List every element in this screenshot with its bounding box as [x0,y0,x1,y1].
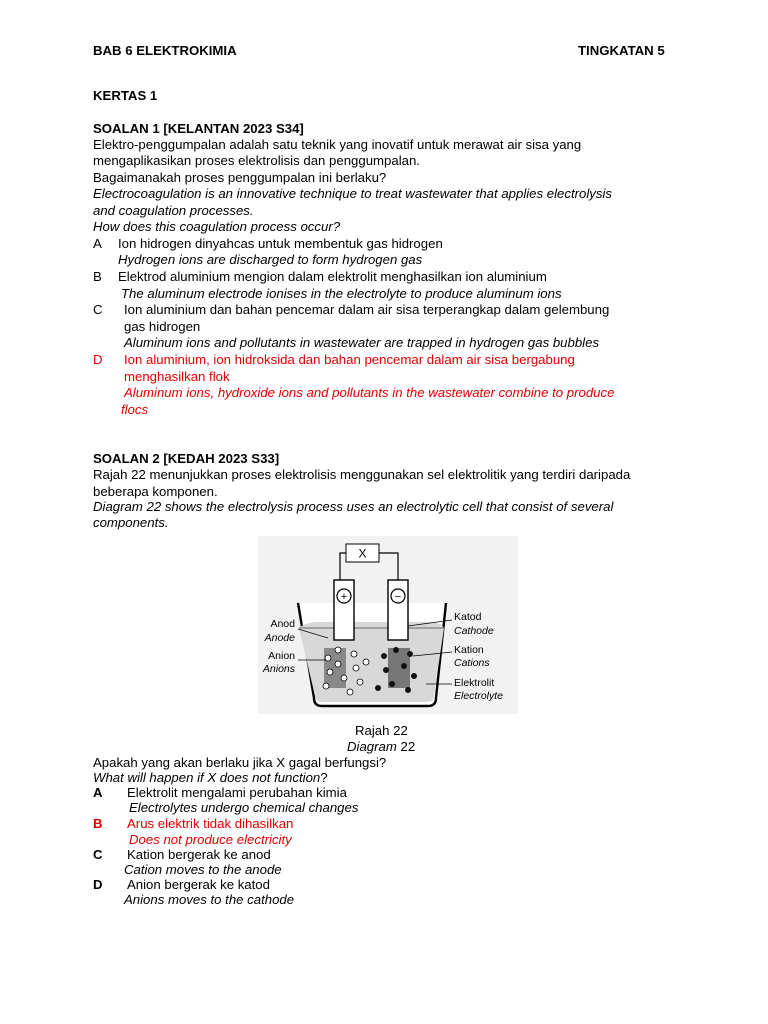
q2-heading: SOALAN 2 [KEDAH 2023 S33] [93,451,280,466]
q1-stem-en-line2: and coagulation processes. [93,203,254,218]
cathode-label-ms: Katod [454,611,482,623]
q1-heading: SOALAN 1 [KELANTAN 2023 S34] [93,121,304,136]
q1-option-a-ms: Ion hidrogen dinyahcas untuk membentuk gas hidrogen [118,236,443,251]
q2-question-en [93,770,328,786]
cation-label-en: Cations [454,657,490,669]
q1-question-en: How does this coagulation process occur? [93,219,341,234]
q1-option-a-letter: A [93,236,102,251]
q1-option-a-en: Hydrogen ions are discharged to form hydrogen gas [118,252,423,267]
q1-option-d-ms-line1: Ion aluminium, ion hidroksida dan bahan pencemar dalam air sisa bergabung [124,352,575,367]
q1-stem-ms-line2: mengaplikasikan proses elektrolisis dan penggumpalan. [93,153,420,168]
anion-label-ms: Anion [268,650,295,662]
q1-option-d-en-line1: Aluminum ions, hydroxide ions and pollutants in the wastewater combine to produce [124,385,615,400]
cation-label-ms: Kation [454,644,484,656]
q2-stem-ms-line2: beberapa komponen. [93,484,218,499]
q2-option-b-letter: B [93,816,103,831]
q1-option-c-ms-line1: Ion aluminium dan bahan pencemar dalam air sisa terperangkap dalam gelembung [124,302,610,317]
q1-question-ms: Bagaimanakah proses penggumpalan ini berlaku? [93,170,387,185]
electrolytic-cell-diagram [258,536,518,714]
electrolyte-liquid [299,622,444,702]
chapter-title: BAB 6 ELEKTROKIMIA [93,43,237,58]
diagram-caption-en-word: Diagram [347,739,397,754]
minus-sign: − [394,591,402,603]
q1-option-b-letter: B [93,269,102,284]
q1-option-c-letter: C [93,302,103,317]
diagram-caption-en-number: 22 [396,739,416,754]
q2-option-d-ms: Anion bergerak ke katod [127,877,270,892]
q1-option-d-en-line2: flocs [121,402,149,417]
diagram-caption-ms: Rajah 22 [355,723,408,738]
q1-option-b-ms: Elektrod aluminium mengion dalam elektrolit menghasilkan ion aluminium [118,269,547,284]
q1-option-c-en: Aluminum ions and pollutants in wastewater are trapped in hydrogen gas bubbles [124,335,600,350]
q2-option-d-letter: D [93,877,103,892]
q1-option-d-ms-line2: menghasilkan flok [124,369,230,384]
form-level: TINGKATAN 5 [578,43,665,58]
anode-label-en: Anode [264,632,295,644]
q2-question-ms: Apakah yang akan berlaku jika X gagal berfungsi? [93,755,387,770]
q2-question-en-mark: ? [320,770,328,785]
q2-option-a-ms: Elektrolit mengalami perubahan kimia [127,785,347,800]
cathode-label-en: Cathode [454,625,494,637]
q2-option-a-letter: A [93,785,103,800]
plus-sign: + [340,591,348,603]
q2-stem-en-line1: Diagram 22 shows the electrolysis process uses an electrolytic cell that consist of several [93,499,614,514]
q1-stem-en-line1: Electrocoagulation is an innovative technique to treat wastewater that applies electrolysis [93,186,613,201]
q2-option-a-en: Electrolytes undergo chemical changes [129,800,359,815]
q2-option-c-ms: Kation bergerak ke anod [127,847,271,862]
q2-stem-ms-line1: Rajah 22 menunjukkan proses elektrolisis menggunakan sel elektrolitik yang terdiri daripada [93,467,631,482]
paper-title: KERTAS 1 [93,88,158,103]
q2-option-c-en: Cation moves to the anode [124,862,282,877]
electrolyte-label-ms: Elektrolit [454,677,495,689]
q1-option-d-letter: D [93,352,103,367]
electrolyte-label-en: Electrolyte [454,690,504,702]
diagram-caption-en [347,739,415,755]
q2-option-b-ms: Arus elektrik tidak dihasilkan [127,816,294,831]
q2-stem-en-line2: components. [93,515,169,530]
q2-option-c-letter: C [93,847,103,862]
q1-option-c-ms-line2: gas hidrogen [124,319,201,334]
anode-submerged [324,648,346,688]
q2-option-b-en: Does not produce electricity [129,832,292,847]
component-x-label: X [358,546,367,561]
anion-label-en: Anions [262,663,295,675]
q2-question-en-text: What will happen if X does not function [93,770,321,785]
anode-label-ms: Anod [270,618,295,630]
q1-stem-ms-line1: Elektro-penggumpalan adalah satu teknik yang inovatif untuk merawat air sisa yang [93,137,582,152]
q1-option-b-en: The aluminum electrode ionises in the electrolyte to produce aluminum ions [121,286,562,301]
q2-option-d-en: Anions moves to the cathode [124,892,295,907]
